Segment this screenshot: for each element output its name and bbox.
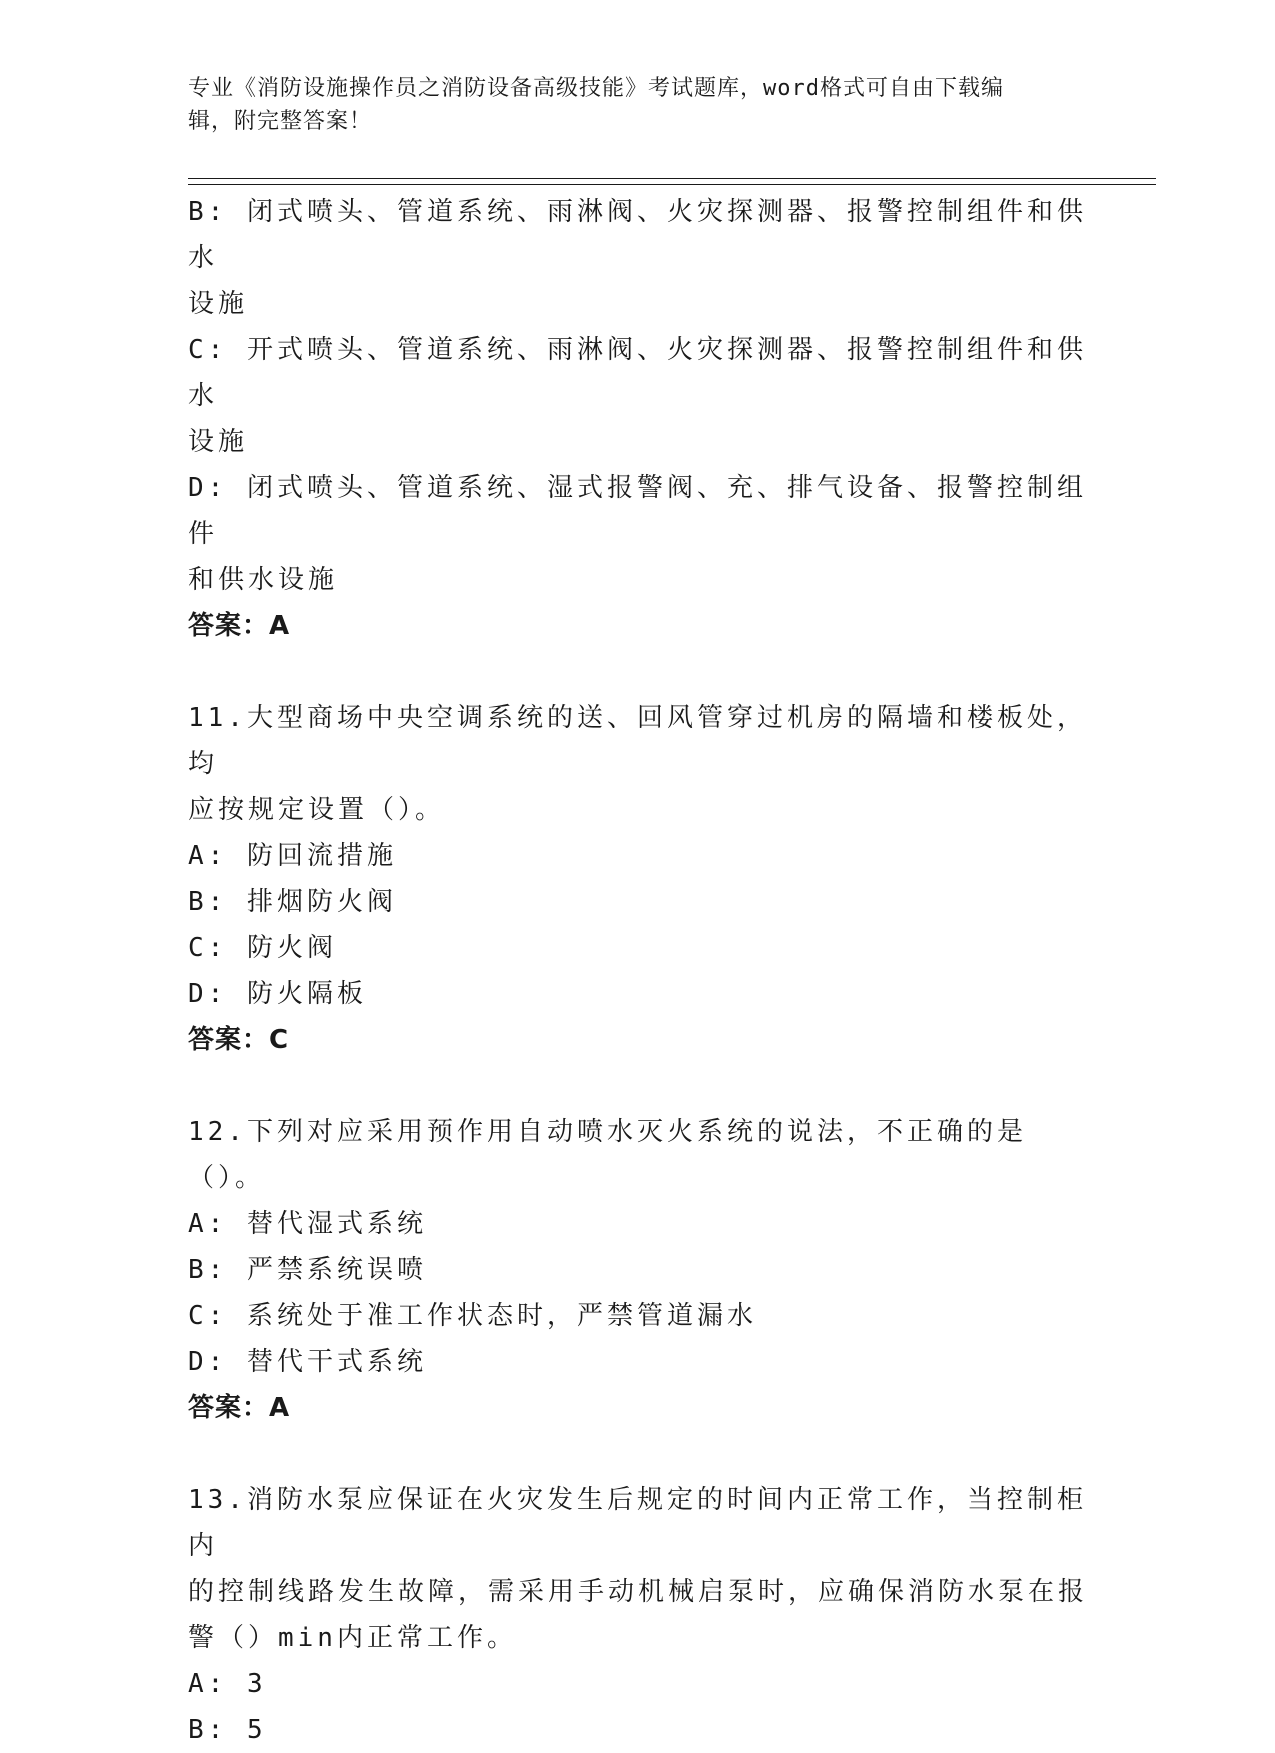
option-a: A: 防回流措施 xyxy=(188,841,397,871)
option-b-line-1: B: 闭式喷头、管道系统、雨淋阀、火灾探测器、报警控制组件和供水 xyxy=(188,197,1087,273)
option-b: B: 5 xyxy=(188,1715,267,1745)
option-a: A: 3 xyxy=(188,1669,267,1699)
answer-line: 答案：C xyxy=(188,1025,290,1055)
question-stem-line-3: 警（）min内正常工作。 xyxy=(188,1623,517,1653)
option-b-line-2: 设施 xyxy=(188,289,249,319)
option-c-line-1: C: 开式喷头、管道系统、雨淋阀、火灾探测器、报警控制组件和供水 xyxy=(188,335,1087,411)
option-d: D: 防火隔板 xyxy=(188,979,367,1009)
question-stem-line-1: 11.大型商场中央空调系统的送、回风管穿过机房的隔墙和楼板处，均 xyxy=(188,703,1087,779)
option-c-line-2: 设施 xyxy=(188,427,249,457)
answer-line: 答案：A xyxy=(188,1393,291,1423)
header-divider-bottom xyxy=(188,184,1156,185)
option-d-line-2: 和供水设施 xyxy=(188,565,339,595)
question-stem-line-1: 13.消防水泵应保证在火灾发生后规定的时间内正常工作，当控制柜内 xyxy=(188,1485,1087,1561)
option-b: B: 排烟防火阀 xyxy=(188,887,397,917)
option-d-line-1: D: 闭式喷头、管道系统、湿式报警阀、充、排气设备、报警控制组件 xyxy=(188,473,1087,549)
question-13 xyxy=(188,1477,1088,1753)
spacer xyxy=(188,649,1088,695)
question-11 xyxy=(188,695,1088,1063)
answer-line: 答案：A xyxy=(188,611,291,641)
header-line-1: 专业《消防设施操作员之消防设备高级技能》考试题库，word格式可自由下载编 xyxy=(188,76,1004,101)
question-stem-line-2: 的控制线路发生故障，需采用手动机械启泵时，应确保消防水泵在报 xyxy=(188,1577,1089,1607)
option-b: B: 严禁系统误喷 xyxy=(188,1255,427,1285)
question-stem-line-1: 12.下列对应采用预作用自动喷水灭火系统的说法，不正确的是（）。 xyxy=(188,1117,1027,1193)
question-stem-line-2: 应按规定设置（）。 xyxy=(188,795,446,825)
spacer xyxy=(188,1063,1088,1109)
header-divider-top xyxy=(188,178,1156,179)
option-c: C: 防火阀 xyxy=(188,933,337,963)
header-line-2: 辑，附完整答案！ xyxy=(188,109,373,134)
spacer xyxy=(188,1431,1088,1477)
option-d: D: 替代干式系统 xyxy=(188,1347,427,1377)
option-a: A: 替代湿式系统 xyxy=(188,1209,427,1239)
question-10-continued xyxy=(188,189,1088,649)
question-12 xyxy=(188,1109,1088,1431)
document-header xyxy=(188,72,1078,138)
option-c: C: 系统处于准工作状态时，严禁管道漏水 xyxy=(188,1301,757,1331)
document-body xyxy=(188,189,1088,1753)
